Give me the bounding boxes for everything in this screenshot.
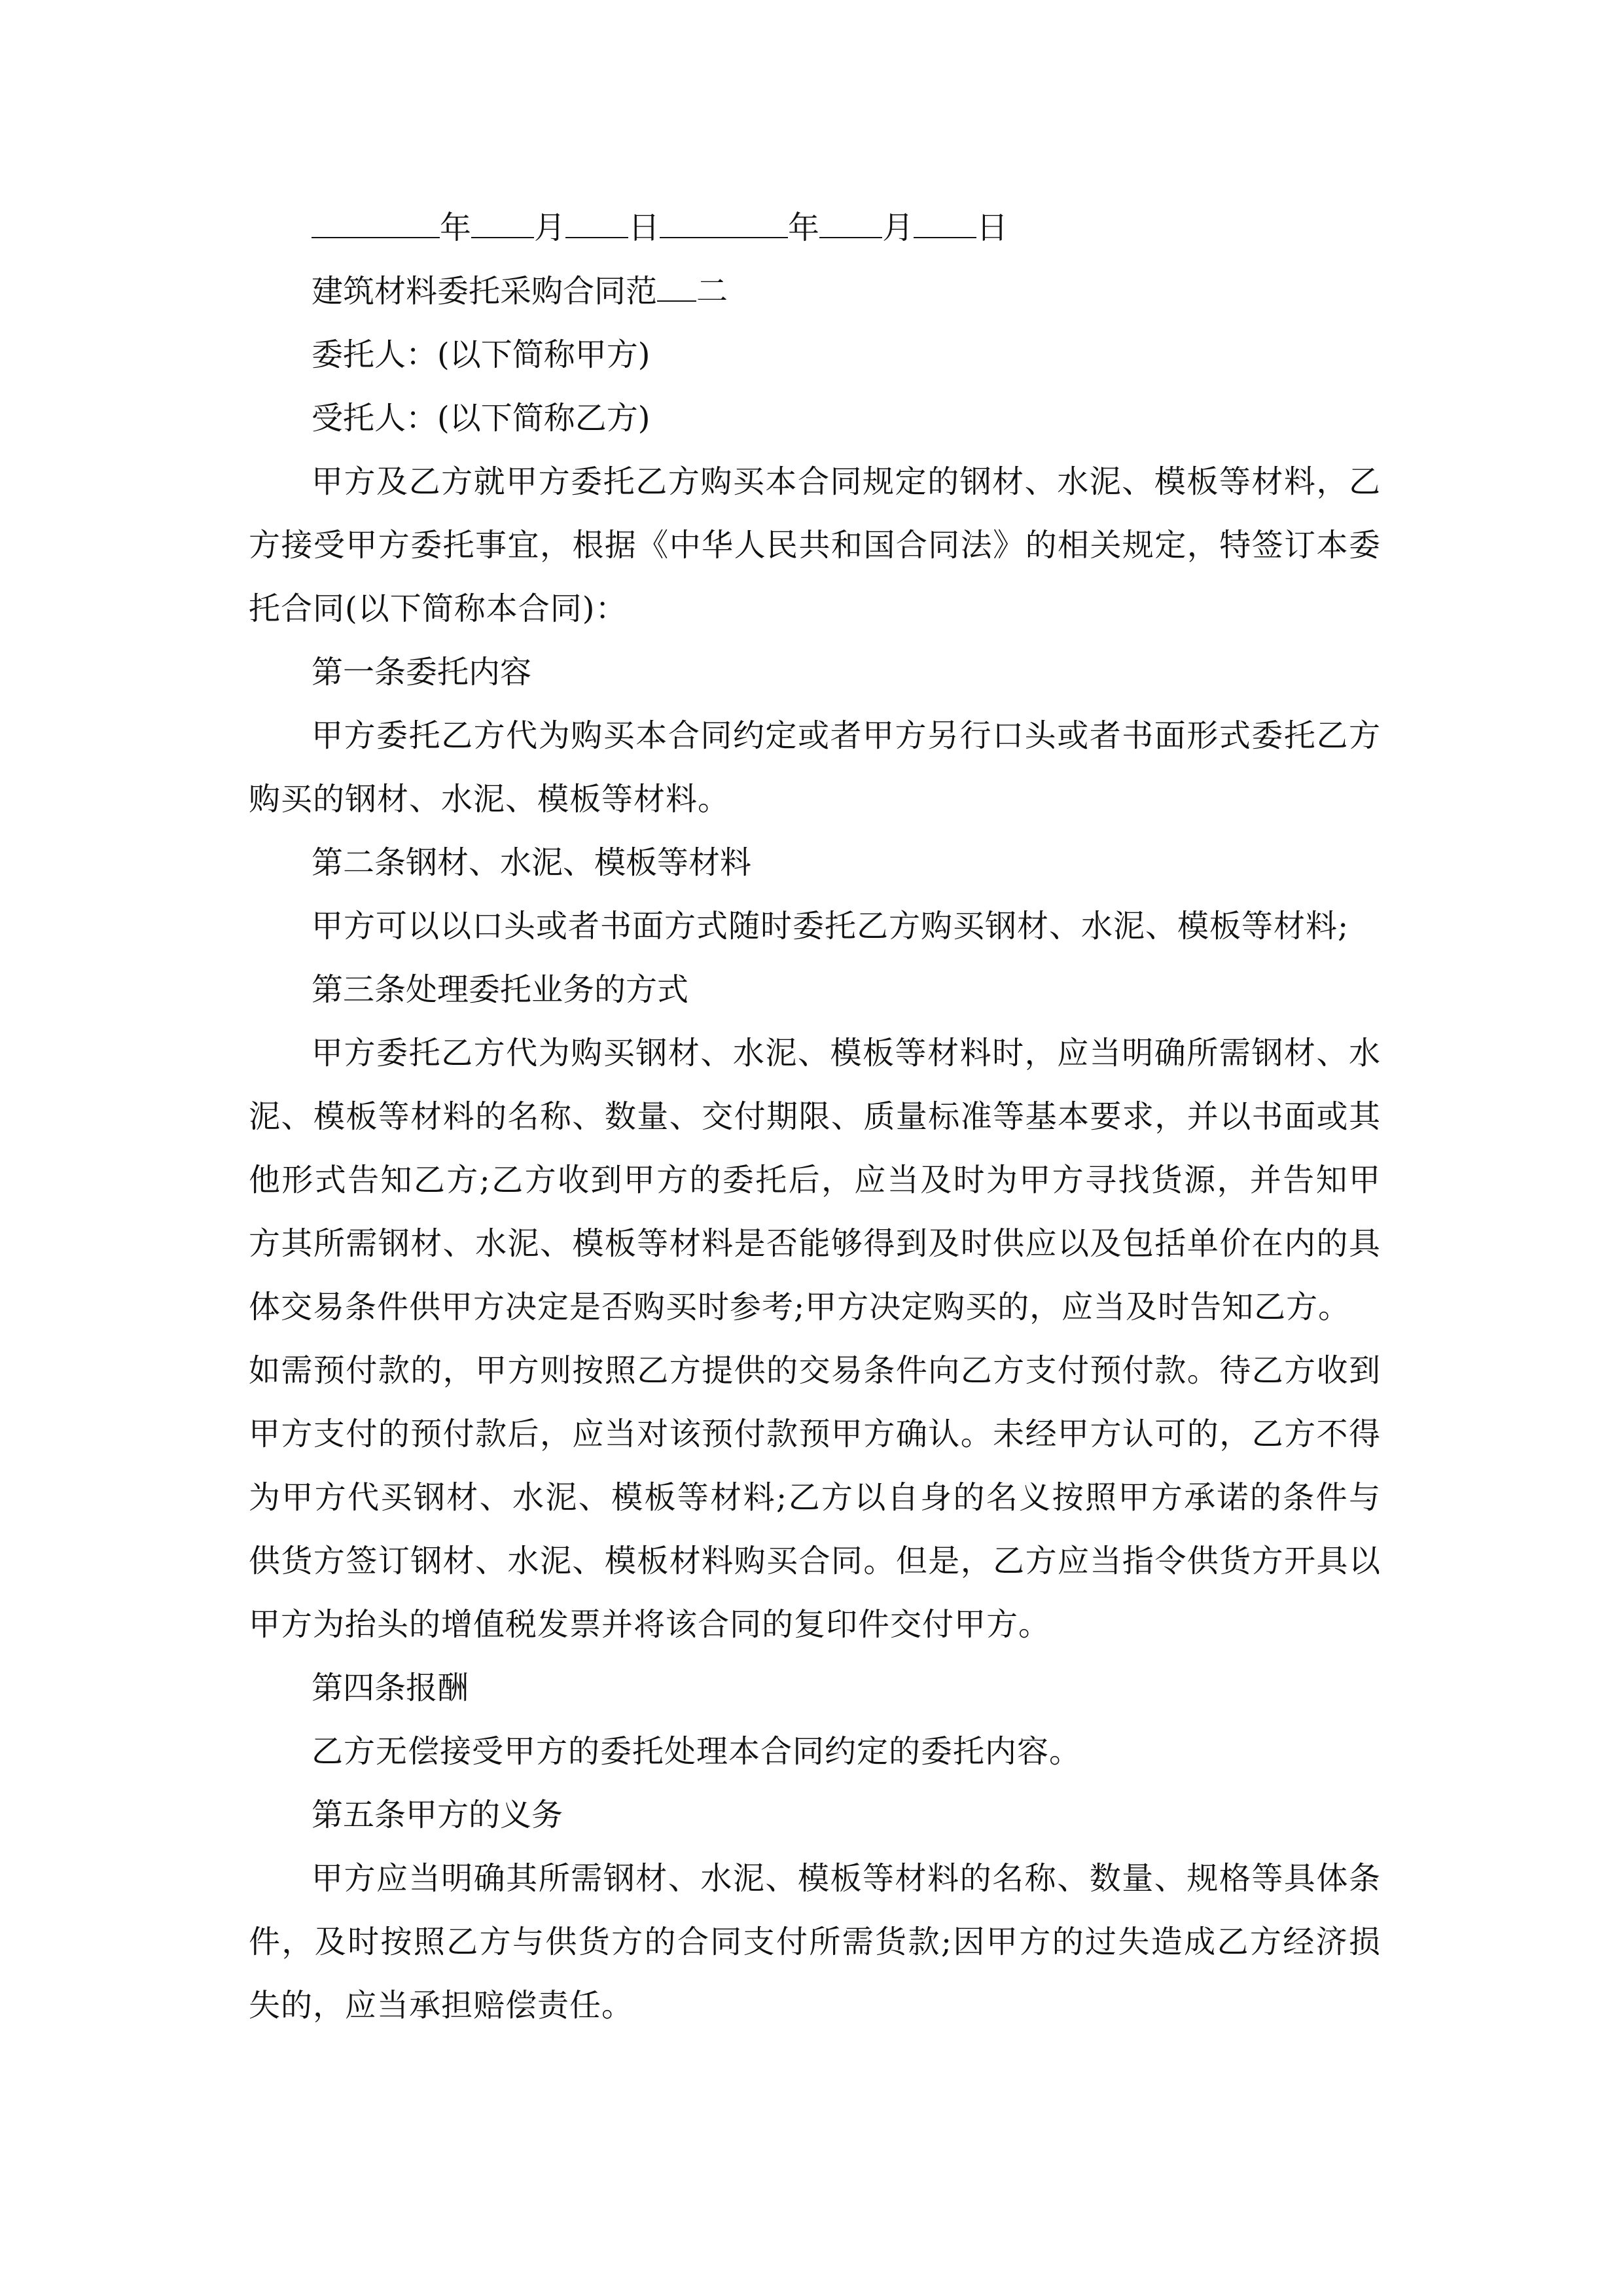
agent-line: 受托人：(以下简称乙方) bbox=[312, 400, 651, 437]
principal-line: 委托人：(以下简称甲方) bbox=[312, 336, 651, 373]
day-blank-2 bbox=[914, 211, 976, 238]
month-label: 月 bbox=[534, 209, 566, 246]
year-label-2: 年 bbox=[788, 209, 820, 246]
article-1-body: 甲方委托乙方代为购买本合同约定或者甲方另行口头或者书面形式委托乙方购买的钢材、水泥、模板等材料。 bbox=[249, 717, 1381, 817]
title-prefix: 建筑材料委托采购合同范 bbox=[312, 273, 658, 310]
article-5-body: 甲方应当明确其所需钢材、水泥、模板等材料的名称、数量、规格等具体条件，及时按照乙方与供货方的合同支付所需货款;因甲方的过失造成乙方经济损失的，应当承担赔偿责任。 bbox=[249, 1860, 1381, 2024]
article-2-body: 甲方可以以口头或者书面方式随时委托乙方购买钢材、水泥、模板等材料; bbox=[312, 908, 1349, 944]
article-4-heading: 第四条报酬 bbox=[312, 1670, 469, 1706]
month-blank-2 bbox=[819, 211, 882, 238]
year-blank bbox=[312, 211, 440, 238]
article-1-heading: 第一条委托内容 bbox=[312, 654, 532, 691]
signature-date-line bbox=[249, 196, 1381, 260]
day-blank bbox=[565, 211, 628, 238]
day-label: 日 bbox=[628, 209, 660, 246]
title-blank bbox=[657, 274, 696, 302]
month-label-2: 月 bbox=[882, 209, 914, 246]
year-blank-2 bbox=[660, 211, 788, 238]
article-2-heading: 第二条钢材、水泥、模板等材料 bbox=[312, 844, 752, 881]
contract-title bbox=[249, 260, 1381, 323]
title-suffix: 二 bbox=[696, 273, 728, 310]
day-label-2: 日 bbox=[976, 209, 1008, 246]
article-3-body-continued: 如需预付款的，甲方则按照乙方提供的交易条件向乙方支付预付款。待乙方收到甲方支付的预付款后，应当对该预付款预甲方确认。未经甲方认可的，乙方不得为甲方代买钢材、水泥、模板等材料;乙方以自身的名义按照甲方承诺的条件与供货方签订钢材、水泥、模板材料购买合同。但是，乙方应当指令供货方开具以甲方为抬头的增值税发票并将该合同的复印件交付甲方。 bbox=[249, 1352, 1381, 1643]
preamble-paragraph: 甲方及乙方就甲方委托乙方购买本合同规定的钢材、水泥、模板等材料，乙方接受甲方委托事宜，根据《中华人民共和国合同法》的相关规定，特签订本委托合同(以下简称本合同)： bbox=[249, 463, 1381, 627]
article-4-body: 乙方无偿接受甲方的委托处理本合同约定的委托内容。 bbox=[312, 1733, 1082, 1770]
article-5-heading: 第五条甲方的义务 bbox=[312, 1797, 563, 1833]
article-3-heading: 第三条处理委托业务的方式 bbox=[312, 971, 689, 1008]
document-body bbox=[249, 196, 1381, 2037]
month-blank bbox=[471, 211, 534, 238]
year-label: 年 bbox=[440, 209, 472, 246]
article-3-body: 甲方委托乙方代为购买钢材、水泥、模板等材料时，应当明确所需钢材、水泥、模板等材料的名称、数量、交付期限、质量标准等基本要求，并以书面或其他形式告知乙方;乙方收到甲方的委托后，应当及时为甲方寻找货源，并告知甲方其所需钢材、水泥、模板等材料是否能够得到及时供应以及包括单价在内的具体交易条件供甲方决定是否购买时参考;甲方决定购买的，应当及时告知乙方。 bbox=[249, 1035, 1381, 1325]
